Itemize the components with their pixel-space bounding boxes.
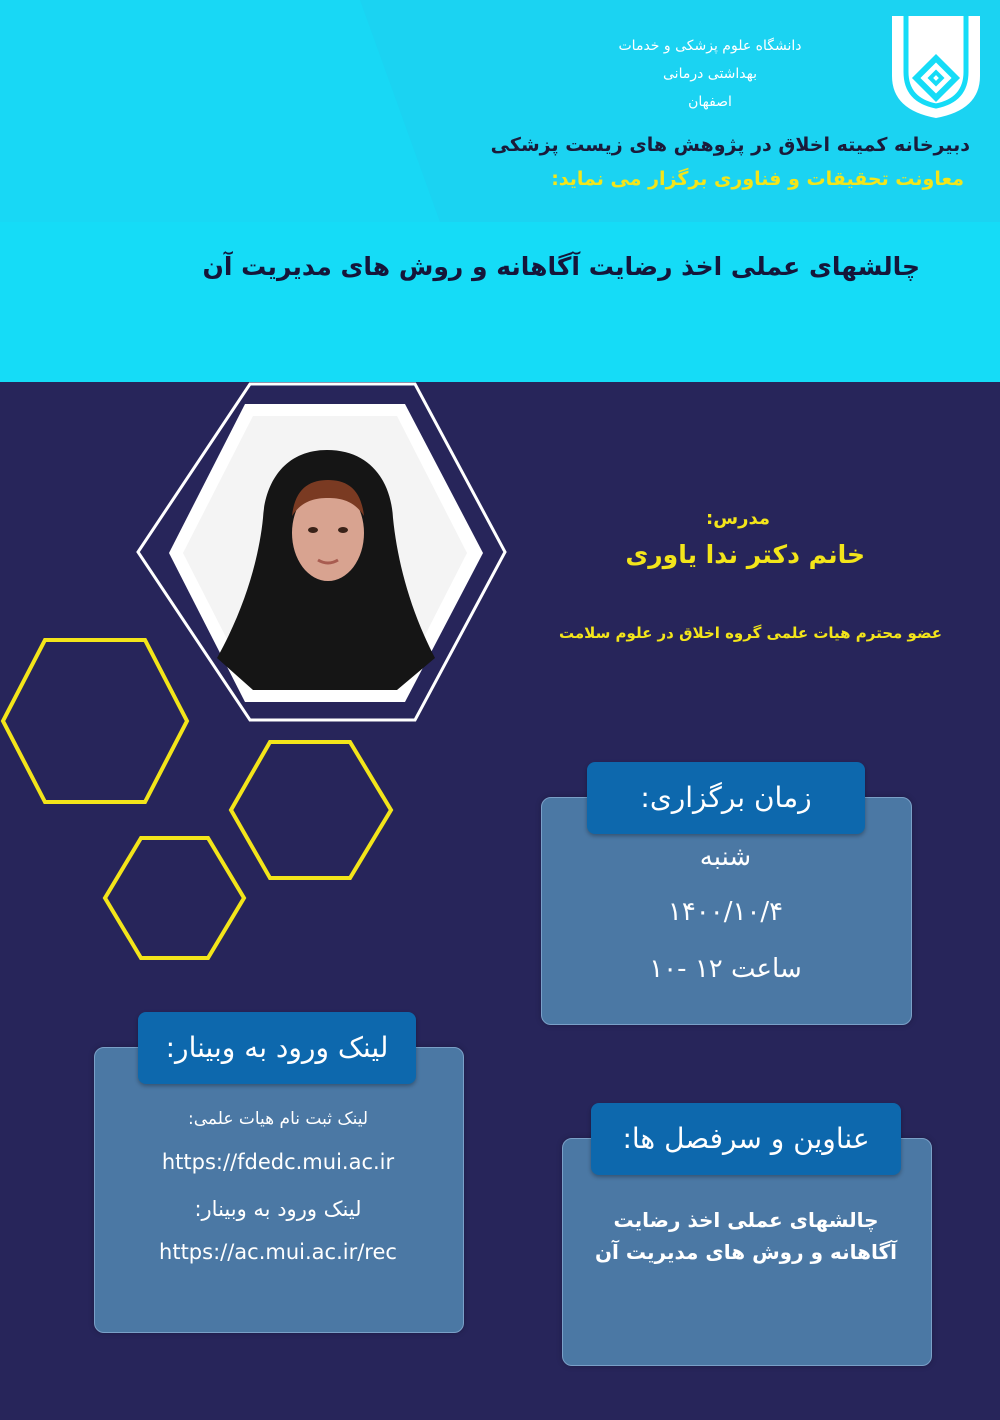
webinar-tag: لینک ورود به وبینار: — [138, 1012, 416, 1084]
webinar-panel — [94, 1047, 464, 1333]
webinar-registration-label: لینک ثبت نام هیات علمی: — [187, 1109, 369, 1129]
deputy-line: معاونت تحقیقات و فناوری برگزار می نماید: — [551, 168, 964, 190]
topics-line-1: چالشهای عملی اخذ رضایت — [613, 1208, 879, 1232]
teacher-name: خانم دکتر ندا یاوری — [625, 540, 865, 569]
webinar-entry-label: لینک ورود به وبینار: — [194, 1197, 362, 1221]
schedule-tag: زمان برگزاری: — [587, 762, 865, 834]
yellow-hexagon-large — [3, 640, 187, 802]
topics-line-2: آگاهانه و روش های مدیریت آن — [594, 1240, 897, 1264]
university-name-line-2: بهداشتی درمانی — [663, 66, 757, 82]
yellow-hexagon-medium — [231, 742, 391, 878]
webinar-registration-link[interactable]: https://fdedc.mui.ac.ir — [161, 1150, 395, 1174]
webinar-entry-link[interactable]: https://ac.mui.ac.ir/rec — [159, 1240, 397, 1264]
topics-tag: عناوین و سرفصل ها: — [591, 1103, 901, 1175]
university-name-line-3: اصفهان — [688, 94, 732, 110]
teacher-photo — [165, 398, 490, 708]
schedule-date: ۱۴۰۰/۱۰/۴ — [667, 897, 784, 927]
schedule-time: ساعت ۱۲ -۱۰ — [649, 954, 802, 984]
schedule-day: شنبه — [699, 842, 752, 872]
teacher-role: عضو محترم هیات علمی گروه اخلاق در علوم سلامت — [559, 624, 942, 642]
yellow-hexagon-small — [105, 838, 244, 958]
university-name-line-1: دانشگاه علوم پزشکی و خدمات — [618, 38, 802, 54]
secretariat-line: دبیرخانه کمیته اخلاق در پژوهش های زیست پزشکی — [490, 134, 970, 156]
teacher-label: مدرس: — [706, 508, 770, 529]
page-title: چالشهای عملی اخذ رضایت آگاهانه و روش های مدیریت آن — [202, 252, 920, 281]
